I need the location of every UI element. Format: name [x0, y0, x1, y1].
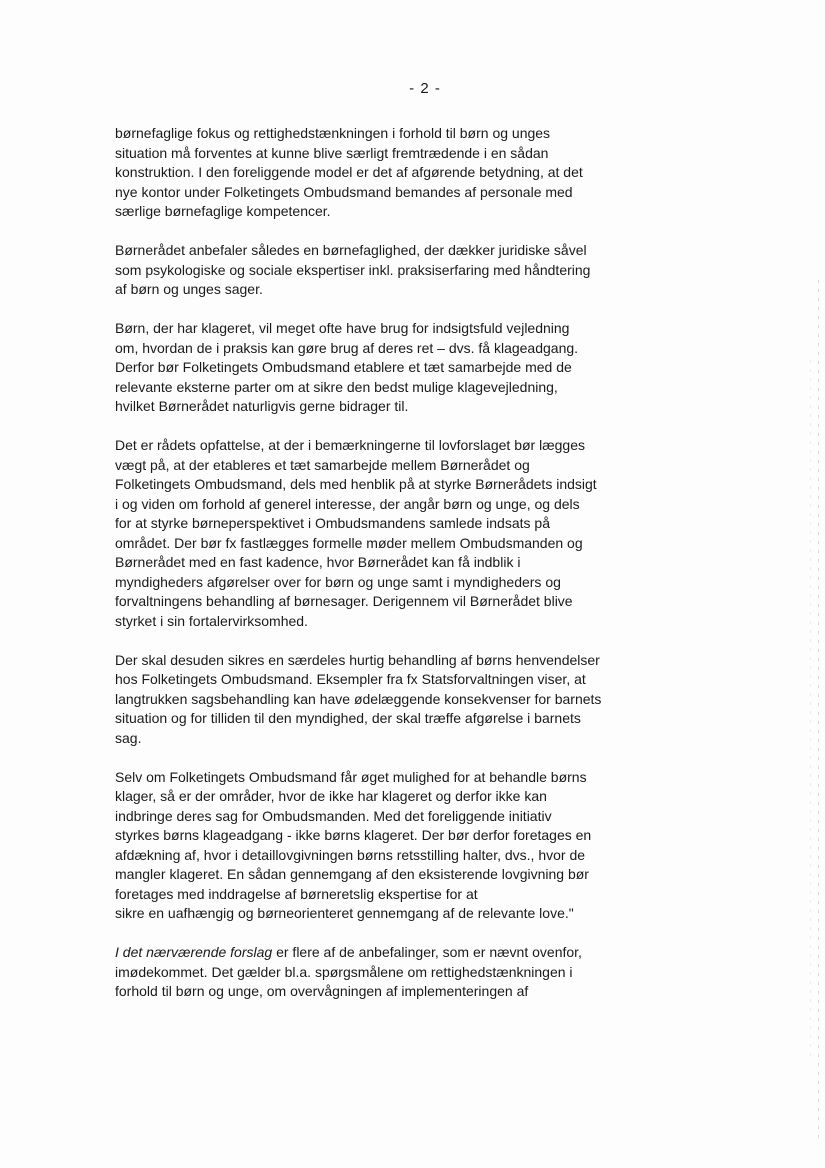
text-line: nye kontor under Folketingets Ombudsmand bemandes af personale med: [115, 183, 573, 200]
text-line: Der skal desuden sikres en særdeles hurtig behandling af børns henvendelser: [115, 651, 600, 668]
paragraph-2: [115, 241, 625, 300]
text-line: særlige børnefaglige kompetencer.: [115, 203, 331, 219]
text-line: hvilket Børnerådet naturligvis gerne bidrager til.: [115, 398, 409, 414]
text-line: Selv om Folketingets Ombudsmand får øget mulighed for at behandle børns: [115, 768, 587, 785]
text-line: konstruktion. I den foreliggende model er det af afgørende betydning, at det: [115, 164, 583, 180]
text-line: sikre en uafhængig og børneorienteret gennemgang af de relevante love.": [115, 905, 574, 921]
text-line: langtrukken sagsbehandling kan have ødelæggende konsekvenser for barnets: [115, 690, 602, 707]
paragraph-7: [115, 943, 625, 1002]
paragraph-4: [115, 436, 625, 631]
text-line: forvaltningens behandling af børnesager. Derigennem vil Børnerådet blive: [115, 593, 573, 609]
text-line: styrket i sin fortalervirksomhed.: [115, 612, 308, 629]
text-line: børnefaglige fokus og rettighedstænkningen i forhold til børn og unges: [115, 125, 551, 141]
text-line: i og viden om forhold af generel interesse, der angår børn og unge, og dels: [115, 495, 580, 512]
paragraph-3: [115, 319, 625, 417]
text-line: sag.: [115, 729, 142, 746]
text-line: styrkes børns klageadgang - ikke børns klageret. Der bør derfor foretages en: [115, 827, 592, 843]
text-line: Det er rådets opfattelse, at der i bemærkningerne til lovforslaget bør lægges: [115, 437, 586, 453]
italic-phrase: I det nærværende forslag: [115, 944, 273, 960]
text-line: området. Der bør fx fastlægges formelle møder mellem Ombudsmanden og: [115, 534, 583, 551]
text-line: Folketingets Ombudsmand, dels med henblik på at styrke Børnerådets indsigt: [115, 476, 597, 492]
text-line: Derfor bør Folketingets Ombudsmand etablere et tæt samarbejde med de: [115, 359, 572, 375]
text-line: Børnerådet anbefaler således en børnefaglighed, der dækker juridiske såvel: [115, 242, 587, 258]
text-line: foretages med inddragelse af børneretslig ekspertise for at: [115, 885, 478, 902]
text-line: hos Folketingets Ombudsmand. Eksempler fra fx Statsforvaltningen viser, at: [115, 671, 586, 687]
text-line: afdækning af, hvor i detaillovgivningen børns retsstilling halter, dvs., hvor de: [115, 846, 586, 863]
page-number: - 2 -: [409, 80, 441, 97]
text-line: om, hvordan de i praksis kan gøre brug af deres ret – dvs. få klageadgang.: [115, 339, 579, 356]
text-line: imødekommet. Det gælder bl.a. spørgsmålene om rettighedstænkningen i: [115, 963, 573, 980]
paragraph-5: [115, 651, 625, 749]
body-text: [115, 124, 625, 1021]
text-line: situation må forventes at kunne blive særligt fremtrædende i en sådan: [115, 144, 549, 161]
scan-edge-mark-inner: [810, 360, 811, 1060]
text-line: forhold til børn og unge, om overvågningen af implementeringen af: [115, 983, 529, 999]
text-line: mangler klageret. En sådan gennemgang af den eksisterende lovgivning bør: [115, 866, 589, 882]
paragraph-6: [115, 768, 625, 924]
text-line: relevante eksterne parter om at sikre den bedst mulige klagevejledning,: [115, 378, 558, 395]
text-line: myndigheders afgørelser over for børn og unge samt i myndigheders og: [115, 573, 561, 590]
text-line: Børn, der har klageret, vil meget ofte have brug for indsigtsfuld vejledning: [115, 320, 570, 336]
text-line: situation og for tilliden til den myndighed, der skal træffe afgørelse i barnets: [115, 710, 581, 726]
scan-edge-mark: [818, 280, 819, 1140]
text-line: for at styrke børneperspektivet i Ombudsmandens samlede indsats på: [115, 515, 550, 531]
text-line: som psykologiske og sociale ekspertiser inkl. praksiserfaring med håndtering: [115, 261, 591, 278]
text-line: [115, 943, 625, 963]
text-line: klager, så er der områder, hvor de ikke har klageret og derfor ikke kan: [115, 788, 547, 804]
text-line: vægt på, at der etableres et tæt samarbejde mellem Børnerådet og: [115, 456, 530, 473]
text-line: indbringe deres sag for Ombudsmanden. Med det foreliggende initiativ: [115, 807, 552, 824]
text-line-rest: er flere af de anbefalinger, som er nævnt ovenfor,: [272, 944, 582, 960]
paragraph-1: [115, 124, 625, 222]
text-line: Børnerådet med en fast kadence, hvor Børnerådet kan få indblik i: [115, 554, 521, 570]
text-line: af børn og unges sager.: [115, 281, 263, 297]
